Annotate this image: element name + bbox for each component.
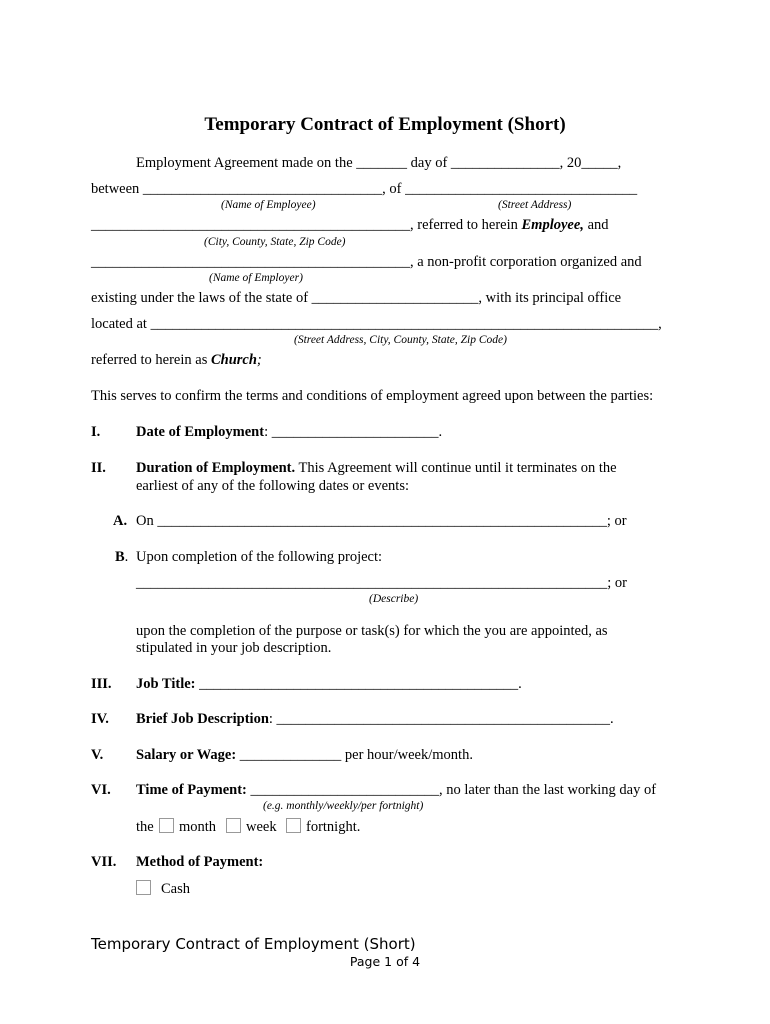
item-b-letter: B. — [115, 549, 129, 565]
item-a-letter: A. — [113, 513, 128, 529]
section-3-number: III. — [91, 676, 112, 692]
the-label: the — [136, 819, 154, 835]
section-4-blank: : ______________________________________________. — [268, 711, 614, 727]
church-term: Church — [210, 352, 257, 368]
item-b-project-blank: _________________________________________________________________; or — [136, 575, 627, 591]
employee-term: Employee, — [521, 217, 584, 233]
section-4-label: Brief Job Description — [136, 711, 269, 727]
week-label: week — [246, 819, 277, 835]
section-5-number: V. — [91, 747, 104, 763]
section-1-date-of-employment — [136, 423, 442, 441]
section-6-label: Time of Payment: — [136, 782, 247, 798]
section-7-number: VII. — [91, 854, 117, 870]
referred-as-text: referred to herein as — [91, 352, 211, 368]
section-2-number: II. — [91, 460, 106, 476]
month-checkbox[interactable] — [159, 818, 174, 833]
section-5-blank: ______________ per hour/week/month. — [236, 747, 473, 763]
month-label: month — [179, 819, 217, 835]
section-7-label: Method of Payment: — [136, 854, 264, 870]
cash-checkbox[interactable] — [136, 880, 151, 895]
section-6-number: VI. — [91, 782, 111, 798]
section-5-label: Salary or Wage: — [136, 747, 237, 763]
document-title: Temporary Contract of Employment (Short) — [204, 114, 566, 135]
section-2-text: This Agreement will continue until it terminates on the — [295, 460, 617, 476]
section-2-duration — [136, 459, 617, 477]
fortnight-label: fortnight. — [306, 819, 361, 835]
section-5-salary — [136, 746, 473, 764]
church-reference-line — [91, 351, 262, 369]
item-b-project: Upon completion of the following project: — [136, 549, 383, 565]
employer-line: ____________________________________________, a non-profit corporation organized and — [91, 254, 642, 270]
section-6-time-of-payment — [136, 781, 656, 799]
section-3-blank: ____________________________________________. — [195, 676, 522, 692]
and-text: and — [583, 217, 609, 233]
caption-office-address: (Street Address, City, County, State, Zip Code) — [294, 334, 507, 346]
between-line: between _________________________________, of ________________________________ — [91, 181, 638, 197]
page-number: Page 1 of 4 — [349, 954, 421, 969]
section-1-label: Date of Employment — [136, 424, 265, 440]
confirmation-paragraph: This serves to confirm the terms and conditions of employment agreed upon between the parties: — [91, 388, 654, 404]
caption-city-county-state-zip: (City, County, State, Zip Code) — [204, 236, 346, 248]
upon-completion-line-1: upon the completion of the purpose or task(s) for which the you are appointed, as — [136, 623, 608, 639]
section-2-label: Duration of Employment. — [136, 460, 296, 476]
caption-payment-example: (e.g. monthly/weekly/per fortnight) — [263, 800, 424, 812]
section-1-number: I. — [91, 424, 101, 440]
cash-label: Cash — [161, 881, 190, 897]
employee-reference-line — [91, 216, 609, 234]
section-6-text: __________________________, no later than the last working day of — [246, 782, 657, 798]
footer-title: Temporary Contract of Employment (Short) — [91, 935, 416, 953]
section-1-blank: : _______________________. — [264, 424, 443, 440]
fortnight-checkbox[interactable] — [286, 818, 301, 833]
item-a-on-date: On ______________________________________________________________; or — [136, 513, 627, 529]
semicolon: ; — [256, 352, 262, 368]
agreement-date-line: Employment Agreement made on the _______ day of _______________, 20_____, — [136, 155, 622, 171]
section-4-number: IV. — [91, 711, 109, 727]
section-4-job-description — [136, 710, 614, 728]
city-blank: ____________________________________________ — [91, 217, 410, 233]
caption-describe: (Describe) — [369, 593, 419, 605]
section-3-job-title — [136, 675, 522, 693]
located-at-line: located at ______________________________________________________________________, — [91, 316, 662, 332]
caption-name-of-employee: (Name of Employee) — [221, 199, 316, 211]
state-laws-line: existing under the laws of the state of _______________________, with its principal office — [91, 290, 622, 306]
upon-completion-line-2: stipulated in your job description. — [136, 640, 332, 656]
section-3-label: Job Title: — [136, 676, 196, 692]
week-checkbox[interactable] — [226, 818, 241, 833]
referred-text: , referred to herein — [410, 217, 522, 233]
section-2-line-2: earliest of any of the following dates or events: — [136, 478, 410, 494]
caption-name-of-employer: (Name of Employer) — [209, 272, 303, 284]
caption-street-address: (Street Address) — [498, 199, 572, 211]
